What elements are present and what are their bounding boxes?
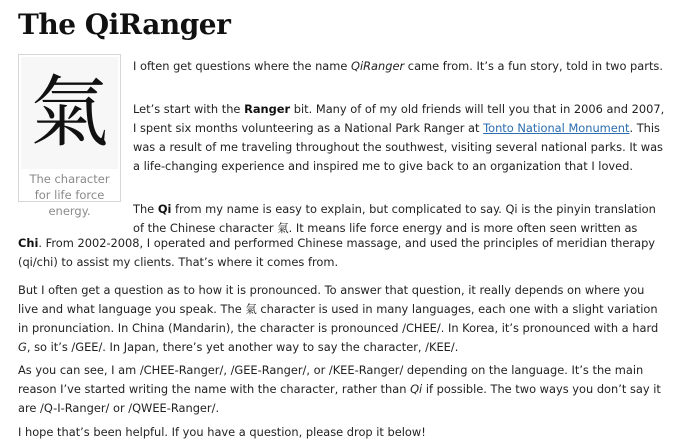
figure-caption: The character for life force energy. (29, 172, 110, 218)
paragraph-closing: I hope that’s been helpful. If you have a question, please drop it below! (18, 425, 426, 439)
text: . From 2002-2008, I operated and performed Chinese massage, and used the principles of meridian therapy (qi/chi) to assist my clients. That’s where it comes from. (18, 236, 656, 269)
text: from my name is easy to explain, but complicated to say. Qi is the pinyin translation of the Chinese character 氣. It means life force energy and is more often seen written as (133, 202, 656, 235)
ranger-bold: Ranger (244, 102, 291, 116)
qi-emphasis: Qi (410, 382, 423, 396)
page-title: The QiRanger (18, 8, 231, 41)
paragraph-variants (18, 361, 668, 418)
text: bit. Many of of my old friends will tell you that in 2006 and 2007, I spent six months volunteering as a National Park Ranger at (133, 102, 665, 135)
paragraph-qi (133, 200, 668, 238)
paragraph-qi-continued (18, 234, 668, 272)
text: , so it’s /GEE/. In Japan, there’s yet another way to say the character, /KEE/. (26, 340, 459, 354)
text: But I often get a question as to how it is pronounced. To answer that question, it really depends on where you live and what language you speak. The 氣 character is used in many languages, each one with a slight variation in pronunciation. In China (Mandarin), the character is pronounced /CHEE/. In Korea, it’s pronounced with a hard (18, 283, 659, 335)
paragraph-pronunciation (18, 281, 668, 357)
chi-bold: Chi (18, 236, 39, 250)
paragraph-intro (133, 57, 668, 76)
text: if possible. The two ways you don’t say it are /Q-I-Ranger/ or /QWEE-Ranger/. (18, 382, 661, 415)
text: As you can see, I am /CHEE-Ranger/, /GEE-Ranger/, or /KEE-Ranger/ depending on the language. It’s the main reason I’ve started writing the name with the character, rather than (18, 363, 644, 396)
text: . This was a result of me traveling throughout the southwest, visiting several national parks. It was a life-changing experience and inspired me to give back to an organization that I loved. (133, 121, 663, 173)
text: came from. It’s a fun story, told in two parts. (404, 59, 663, 73)
text: Let’s start with the (133, 102, 245, 116)
paragraph-ranger (133, 100, 668, 176)
text: The (133, 202, 158, 216)
qi-character-glyph: 氣 (30, 68, 109, 158)
qi-bold: Qi (157, 202, 172, 216)
qi-character-figure (18, 54, 121, 218)
qi-character-image (21, 57, 118, 169)
g-emphasis: G (18, 340, 27, 354)
tonto-national-monument-link[interactable]: Tonto National Monument (483, 121, 630, 135)
qiranger-emphasis: QiRanger (351, 59, 405, 73)
text: I often get questions where the name (133, 59, 352, 73)
